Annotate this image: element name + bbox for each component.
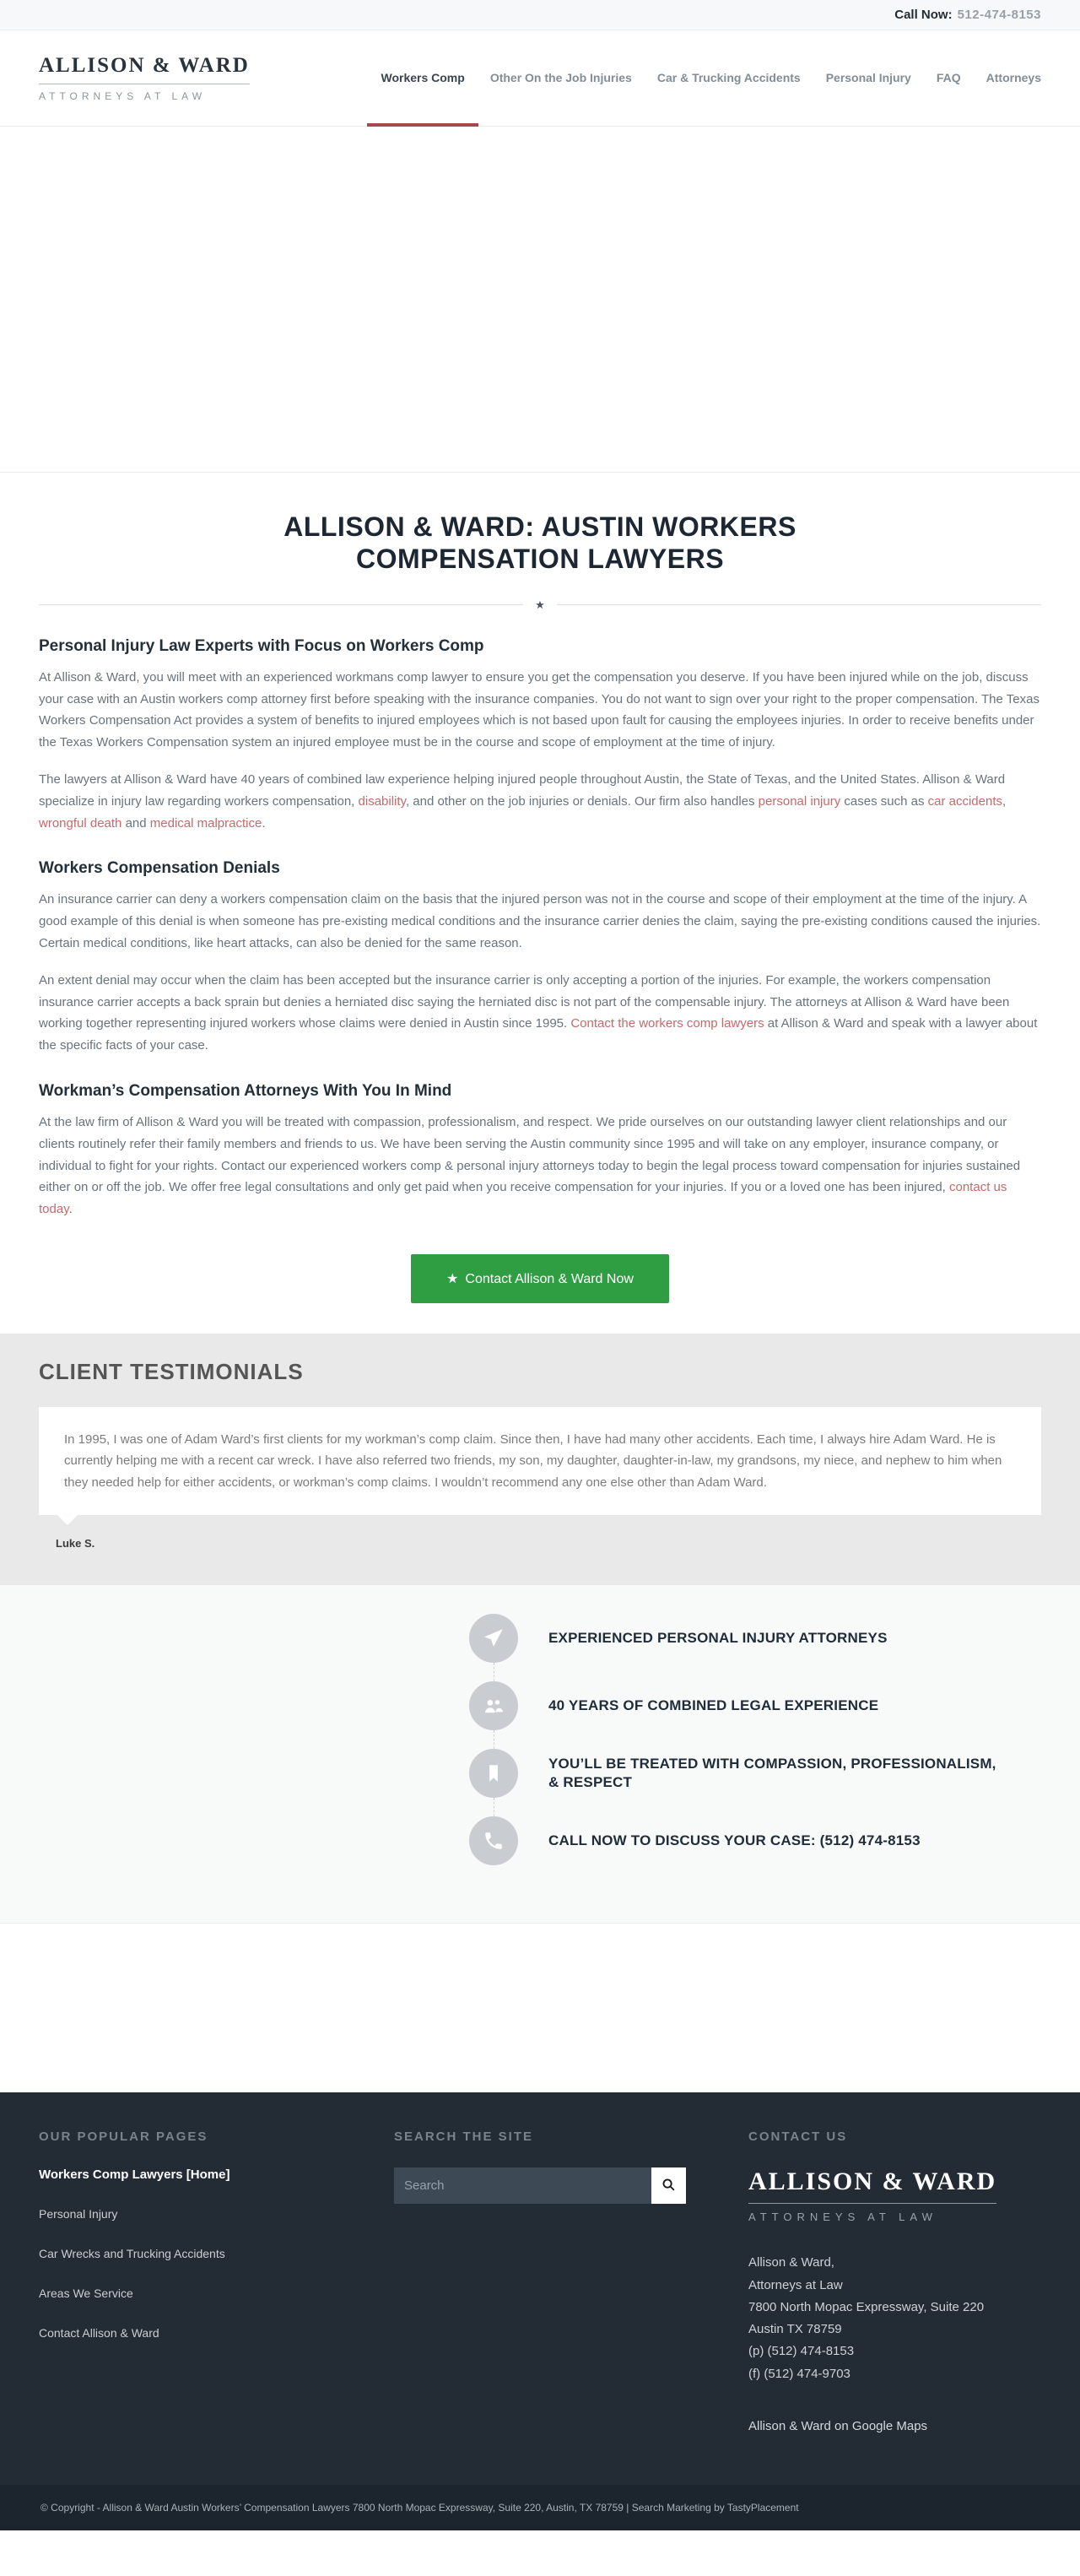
- testimonial-card: [39, 1407, 1041, 1516]
- wrongful-death-link[interactable]: wrongful death: [39, 815, 122, 831]
- footer-link-contact[interactable]: Contact Allison & Ward: [39, 2326, 159, 2341]
- feature-label: CALL NOW TO DISCUSS YOUR CASE: (512) 474-8153: [548, 1832, 921, 1849]
- star-divider: [39, 598, 1041, 612]
- medical-malpractice-link[interactable]: medical malpractice: [149, 815, 262, 831]
- copyright-text: © Copyright - Allison & Ward Austin Workers’ Compensation Lawyers 7800 North Mopac Expressway, Suite 220, Austin, TX 78759 | Search Marketing by TastyPlacement: [40, 2501, 799, 2514]
- nav-item-car-trucking-accidents[interactable]: Car & Trucking Accidents: [656, 71, 801, 84]
- spacer: [0, 1924, 1080, 2092]
- hero-image-placeholder: [0, 127, 1080, 473]
- topbar-phone-number[interactable]: 512-474-8153: [957, 8, 1041, 22]
- logo[interactable]: [39, 54, 250, 102]
- footer-logo-tagline: ATTORNEYS AT LAW: [748, 2211, 937, 2224]
- contact-workers-comp-lawyers-link[interactable]: Contact the workers comp lawyers: [570, 1016, 764, 1031]
- cta-row: [39, 1236, 1041, 1334]
- feature-label: EXPERIENCED PERSONAL INJURY ATTORNEYS: [548, 1630, 888, 1647]
- footer-heading-search: SEARCH THE SITE: [394, 2130, 534, 2145]
- disability-link[interactable]: disability: [358, 793, 406, 809]
- topbar: [0, 0, 1080, 30]
- testimonials-section: [0, 1334, 1080, 1586]
- nav-item-attorneys[interactable]: Attorneys: [986, 71, 1041, 84]
- features-section: [0, 1585, 1080, 1924]
- footer-link-home[interactable]: Workers Comp Lawyers [Home]: [39, 2167, 230, 2183]
- site-footer: [0, 2092, 1080, 2485]
- footer-heading-popular: OUR POPULAR PAGES: [39, 2130, 208, 2145]
- feature-label: 40 YEARS OF COMBINED LEGAL EXPERIENCE: [548, 1697, 879, 1714]
- footer-link-areas-we-service[interactable]: Areas We Service: [39, 2286, 133, 2301]
- footer-heading-contact: CONTACT US: [748, 2130, 848, 2145]
- feature-row: [469, 1681, 1041, 1749]
- search-input[interactable]: [394, 2167, 651, 2204]
- nav-item-faq[interactable]: FAQ: [936, 71, 961, 84]
- car-accidents-link[interactable]: car accidents: [927, 793, 1002, 809]
- main-nav: [381, 30, 1041, 126]
- footer-search: [394, 2130, 748, 2434]
- logo-name: ALLISON & WARD: [39, 54, 250, 84]
- footer-contact: [748, 2130, 1041, 2434]
- footer-address: Allison & Ward, Attorneys at Law 7800 North Mopac Expressway, Suite 220 Austin TX 78759 (p) (512) 474-8153 (f) (512) 474-9703: [748, 2252, 1041, 2385]
- feature-row: [469, 1816, 1041, 1884]
- paragraph-denials-1: An insurance carrier can deny a workers compensation claim on the basis that the injured person was not in the course and scope of their employment at the time of the injury. A good example of this denial is when someone has pre-existing medical conditions and the insurance carrier denies the claim, saying the pre-existing conditions caused the injuries. Certain medical conditions, like heart attacks, can also be denied for the same reason.: [39, 892, 1041, 950]
- footer-logo: [748, 2167, 1041, 2223]
- search-form: [394, 2167, 686, 2204]
- testimonial-quote: In 1995, I was one of Adam Ward’s first clients for my workman’s comp claim. Since then, I have had many other accidents. Each time, I always hire Adam Ward. He is currently helping me with a recent car wreck. I have also referred two friends, my son, my daughter, daughter-in-law, my grandsons, my niece, and nephew to him when they needed help for either accidents, or workman’s comp claims. I wouldn’t recommend any one else other than Adam Ward.: [64, 1431, 1002, 1490]
- section-heading-with-you-in-mind: Workman’s Compensation Attorneys With You In Mind: [39, 1081, 452, 1100]
- paragraph-with-you-in-mind: At the law firm of Allison & Ward you will be treated with compassion, professionalism, and respect. We pride ourselves on our outstanding lawyer client relationships and our clients routinely refer their family members and friends to us. We have been serving the Austin community since 1995 and will take on any employer, insurance company, or individual to fight for your rights. Contact our experienced workers comp & personal injury attorneys today to begin the legal process toward compensation for injuries sustained either on or off the job. We offer free legal consultations and only get paid when you receive compensation for your injuries. If you or a loved one has been injured, contact us today.: [39, 1114, 1021, 1217]
- testimonials-heading: CLIENT TESTIMONIALS: [39, 1358, 304, 1384]
- personal-injury-link[interactable]: personal injury: [758, 793, 841, 809]
- footer-popular-pages: [39, 2130, 394, 2434]
- call-now-label: Call Now:: [894, 8, 953, 22]
- phone-icon: [469, 1816, 518, 1865]
- section-heading-denials: Workers Compensation Denials: [39, 859, 280, 878]
- page-title: ALLISON & WARD: AUSTIN WORKERS COMPENSATION LAWYERS: [284, 511, 796, 575]
- attorneys-people-icon: [469, 1681, 518, 1730]
- footer-logo-name: ALLISON & WARD: [748, 2167, 996, 2204]
- site-header: [0, 30, 1080, 127]
- nav-item-personal-injury[interactable]: Personal Injury: [825, 71, 911, 84]
- search-icon: [662, 2178, 676, 2194]
- section-heading-experts: Personal Injury Law Experts with Focus on Workers Comp: [39, 636, 484, 655]
- paragraph-intro-2: The lawyers at Allison & Ward have 40 years of combined law experience helping injured people throughout Austin, the State of Texas, and the United States. Allison & Ward specialize in injury law regarding workers compensation, disability, and other on the job injuries or denials. Our firm also handles personal injury cases such as car accidents, wrongful death and medical malpractice.: [39, 771, 1007, 831]
- footer-phone: (p) (512) 474-8153: [748, 2344, 855, 2359]
- search-button[interactable]: [651, 2167, 686, 2204]
- contact-now-button[interactable]: ★ Contact Allison & Ward Now: [411, 1254, 669, 1303]
- footer-link-car-wrecks[interactable]: Car Wrecks and Trucking Accidents: [39, 2247, 225, 2261]
- feature-row: [469, 1614, 1041, 1681]
- copyright-bar: [0, 2485, 1080, 2530]
- testimonial-author: Luke S.: [56, 1537, 95, 1550]
- location-arrow-icon: [469, 1614, 518, 1663]
- main-content: [0, 473, 1080, 1334]
- nav-item-workers-comp[interactable]: Workers Comp: [381, 30, 464, 126]
- star-icon: ★: [446, 1271, 459, 1286]
- feature-row: [469, 1749, 1041, 1816]
- paragraph-denials-2: An extent denial may occur when the claim has been accepted but the insurance carrier is only accepting a portion of the injuries. For example, the workers compensation insurance carrier accepts a back sprain but denies a herniated disc saying the herniated disc is not part of the compensable injury. The attorneys at Allison & Ward have been working together representing injured workers whose claims were denied in Austin since 1995. Contact the workers comp lawyers at Allison & Ward and speak with a lawyer about the specific facts of your case.: [39, 972, 1038, 1053]
- paragraph-intro-1: At Allison & Ward, you will meet with an experienced workmans comp lawyer to ensure you get the compensation you deserve. If you have been injured while on the job, discuss your case with an Austin workers comp attorney first before speaking with the insurance companies. You do not want to sign over your right to the proper compensation. The Texas Workers Compensation Act provides a system of benefits to injured employees which is not based upon fault for causing the employees injuries. In order to receive benefits under the Texas Workers Compensation system an injured employee must be in the course and scope of employment at the time of injury.: [39, 669, 1040, 750]
- contact-us-today-link[interactable]: contact us today: [39, 1180, 1007, 1217]
- feature-label: YOU’LL BE TREATED WITH COMPASSION, PROFESSIONALISM, & RESPECT: [548, 1756, 996, 1791]
- footer-fax: (f) (512) 474-9703: [748, 2366, 850, 2381]
- star-icon: ★: [535, 598, 545, 611]
- nav-item-other-on-the-job-injuries[interactable]: Other On the Job Injuries: [489, 71, 632, 84]
- footer-link-personal-injury[interactable]: Personal Injury: [39, 2207, 118, 2222]
- bookmark-icon: [469, 1749, 518, 1798]
- google-maps-link[interactable]: Allison & Ward on Google Maps: [748, 2418, 928, 2433]
- logo-tagline: ATTORNEYS AT LAW: [39, 90, 207, 102]
